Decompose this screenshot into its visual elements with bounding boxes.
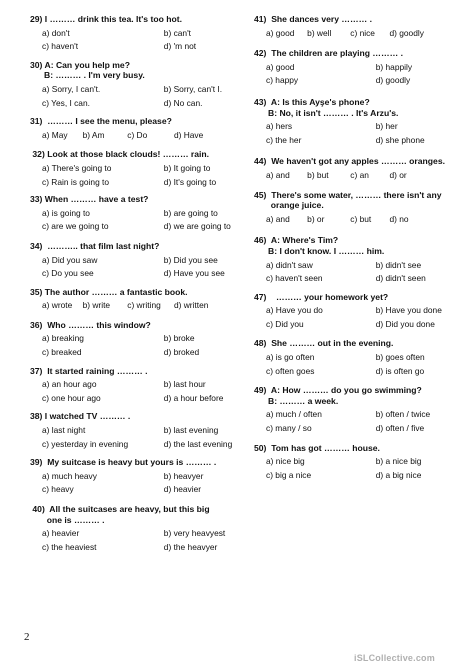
answer-option: d) heavier bbox=[163, 484, 202, 495]
options-row bbox=[30, 484, 245, 495]
answer-option: a) and bbox=[266, 169, 290, 180]
answer-option: d) no bbox=[389, 213, 409, 224]
answer-option: d) goodly bbox=[375, 75, 411, 86]
answer-option: c) are we going to bbox=[42, 221, 109, 232]
answer-option: d) we are going to bbox=[163, 221, 231, 232]
question-stem: 39) My suitcase is heavy but yours is ……… . bbox=[30, 457, 217, 468]
options-row bbox=[254, 273, 462, 284]
options-row bbox=[30, 425, 245, 436]
question-stem: 46) A: Where's Tim? bbox=[254, 235, 339, 246]
options-row bbox=[30, 471, 245, 482]
answer-option: b) broke bbox=[163, 333, 195, 344]
answer-option: d) 'm not bbox=[163, 41, 197, 52]
question-q46 bbox=[254, 235, 462, 283]
answer-option: c) Yes, I can. bbox=[42, 97, 90, 108]
question-stem: 30) A: Can you help me? bbox=[30, 59, 130, 70]
options-row bbox=[30, 393, 245, 404]
question-stem: 40) All the suitcases are heavy, but this big one is ……… . bbox=[32, 504, 210, 525]
question-stem: 42) The children are playing ……… . bbox=[254, 48, 403, 59]
answer-option: d) often / five bbox=[375, 423, 425, 434]
options-row bbox=[30, 163, 245, 174]
question-q41 bbox=[254, 14, 462, 38]
question-stem: 31) ……… I see the menu, please? bbox=[30, 116, 172, 127]
question-stem-line-2: B: ……… . I'm very busy. bbox=[44, 70, 145, 81]
answer-option: c) Did you bbox=[266, 318, 304, 329]
question-stem: 37) It started raining ……… . bbox=[30, 365, 148, 376]
options-row bbox=[254, 305, 462, 316]
options-row bbox=[254, 62, 462, 73]
question-stem: 41) She dances very ……… . bbox=[254, 14, 372, 24]
answer-option: c) haven't seen bbox=[266, 273, 323, 284]
answer-option: a) and bbox=[266, 213, 290, 224]
answer-option: c) Do you see bbox=[42, 268, 94, 279]
answer-option: c) yesterday in evening bbox=[42, 438, 129, 449]
question-q40 bbox=[30, 504, 245, 552]
options-row bbox=[30, 528, 245, 539]
answer-option: c) many / so bbox=[266, 423, 312, 434]
options-row bbox=[254, 366, 462, 377]
answer-option: d) Did you done bbox=[375, 318, 435, 329]
answer-option: a) is go often bbox=[266, 352, 315, 363]
answer-option: c) big a nice bbox=[266, 469, 312, 480]
options-row bbox=[30, 41, 245, 52]
question-stem: 49) A: How ……… do you go swimming? bbox=[254, 385, 422, 396]
answer-option: d) a big nice bbox=[375, 469, 422, 480]
question-q33 bbox=[30, 194, 245, 232]
options-row bbox=[254, 260, 462, 271]
answer-option: d) or bbox=[389, 169, 407, 180]
question-stem: 45) There's some water, ……… there isn't any orange juice. bbox=[254, 189, 442, 211]
answer-option: a) heavier bbox=[42, 528, 80, 539]
answer-option: c) heavy bbox=[42, 484, 74, 495]
answer-option: d) is often go bbox=[375, 365, 425, 376]
question-q37 bbox=[30, 366, 245, 404]
right-question-column bbox=[254, 14, 462, 480]
answer-option: d) goodly bbox=[389, 27, 424, 38]
options-row bbox=[254, 319, 462, 330]
answer-option: d) the last evening bbox=[163, 438, 233, 449]
question-stem: 32) Look at those black clouds! ……… rain. bbox=[30, 149, 210, 160]
options-row bbox=[30, 221, 245, 232]
answer-option: d) No can. bbox=[163, 97, 203, 108]
options-row bbox=[30, 379, 245, 390]
question-q29 bbox=[30, 14, 245, 52]
question-q32 bbox=[30, 149, 245, 187]
answer-option: d) written bbox=[173, 300, 209, 311]
answer-option: c) nice bbox=[350, 27, 375, 38]
question-q47 bbox=[254, 292, 462, 330]
question-q43 bbox=[254, 97, 462, 145]
answer-option: d) didn't seen bbox=[375, 273, 426, 284]
question-stem: 47) ……… your homework yet? bbox=[254, 291, 389, 302]
answer-option: b) didn't see bbox=[375, 259, 422, 270]
answer-option: b) heavyer bbox=[163, 470, 204, 481]
answer-option: b) can't bbox=[163, 27, 191, 38]
options-row bbox=[254, 456, 462, 467]
answer-option: c) the her bbox=[266, 134, 302, 145]
answer-option: a) May bbox=[42, 129, 68, 140]
answer-option: d) a hour before bbox=[163, 392, 224, 403]
options-row bbox=[254, 423, 462, 434]
options-row bbox=[254, 470, 462, 481]
answer-option: b) very heavyest bbox=[163, 528, 226, 539]
answer-option: b) Sorry, can't I. bbox=[163, 83, 223, 94]
answer-option: b) write bbox=[82, 300, 111, 311]
options-row bbox=[254, 214, 462, 225]
answer-option: c) often goes bbox=[266, 365, 315, 376]
answer-option: d) she phone bbox=[375, 134, 425, 145]
answer-option: a) Did you saw bbox=[42, 254, 98, 265]
answer-option: a) didn't saw bbox=[266, 259, 313, 270]
left-question-column bbox=[30, 14, 245, 552]
answer-option: b) Did you see bbox=[163, 254, 218, 265]
options-row bbox=[254, 409, 462, 420]
options-row bbox=[30, 130, 245, 141]
question-stem: 48) She ……… out in the evening. bbox=[254, 338, 394, 349]
question-stem-line-2: B: No, it isn't ……… . It's Arzu's. bbox=[268, 107, 399, 118]
answer-option: b) her bbox=[375, 121, 398, 132]
question-stem: 35) The author ……… a fantastic book. bbox=[30, 286, 188, 297]
answer-option: b) well bbox=[307, 27, 332, 38]
options-row bbox=[30, 255, 245, 266]
options-row bbox=[254, 28, 462, 39]
question-stem: 34) ……….. that film last night? bbox=[30, 240, 160, 251]
answer-option: a) Sorry, I can't. bbox=[42, 83, 101, 94]
answer-option: c) but bbox=[350, 213, 372, 224]
options-row bbox=[30, 177, 245, 188]
answer-option: a) an hour ago bbox=[42, 379, 97, 390]
question-stem: 44) We haven't got any apples ……… oranges. bbox=[254, 156, 445, 167]
question-stem: 33) When ……… have a test? bbox=[30, 194, 149, 205]
answer-option: d) broked bbox=[163, 347, 200, 358]
question-stem-line-2: B: ……… a week. bbox=[268, 395, 339, 406]
answer-option: b) are going to bbox=[163, 207, 218, 218]
answer-option: c) breaked bbox=[42, 347, 82, 358]
question-q50 bbox=[254, 443, 462, 481]
question-q36 bbox=[30, 320, 245, 358]
question-q42 bbox=[254, 48, 462, 86]
question-q34 bbox=[30, 241, 245, 279]
answer-option: b) Am bbox=[82, 129, 105, 140]
answer-option: a) is going to bbox=[42, 207, 90, 218]
answer-option: a) wrote bbox=[42, 300, 73, 311]
answer-option: a) good bbox=[266, 61, 295, 72]
answer-option: c) one hour ago bbox=[42, 392, 101, 403]
options-row bbox=[30, 268, 245, 279]
question-q38 bbox=[30, 411, 245, 449]
options-row bbox=[30, 347, 245, 358]
answer-option: b) last evening bbox=[163, 425, 219, 436]
answer-option: a) much / often bbox=[266, 409, 322, 420]
question-q30 bbox=[30, 60, 245, 108]
answer-option: a) good bbox=[266, 27, 295, 38]
answer-option: d) Have you see bbox=[163, 268, 225, 279]
answer-option: b) goes often bbox=[375, 352, 425, 363]
question-q49 bbox=[254, 385, 462, 433]
answer-option: c) haven't bbox=[42, 41, 79, 52]
answer-option: a) breaking bbox=[42, 333, 84, 344]
options-row bbox=[254, 352, 462, 363]
answer-option: a) last night bbox=[42, 425, 86, 436]
options-row bbox=[30, 208, 245, 219]
question-stem: 43) A: Is this Ayşe's phone? bbox=[254, 96, 370, 107]
answer-option: b) last hour bbox=[163, 379, 206, 390]
answer-option: b) or bbox=[307, 213, 325, 224]
answer-option: c) happy bbox=[266, 75, 299, 86]
answer-option: d) the heavyer bbox=[163, 541, 218, 552]
answer-option: d) It's going to bbox=[163, 176, 217, 187]
options-row bbox=[30, 28, 245, 39]
answer-option: c) writing bbox=[127, 300, 161, 311]
options-row bbox=[30, 84, 245, 95]
options-row bbox=[30, 333, 245, 344]
options-row bbox=[254, 135, 462, 146]
answer-option: c) Rain is going to bbox=[42, 176, 110, 187]
answer-option: a) don't bbox=[42, 27, 70, 38]
answer-option: a) much heavy bbox=[42, 470, 97, 481]
answer-option: b) Have you done bbox=[375, 305, 442, 316]
answer-option: c) Do bbox=[127, 129, 148, 140]
answer-option: c) the heaviest bbox=[42, 541, 97, 552]
question-stem-line-2: B: I don't know. I ……… him. bbox=[268, 245, 385, 256]
question-q39 bbox=[30, 457, 245, 495]
question-q31 bbox=[30, 116, 245, 140]
options-row bbox=[254, 121, 462, 132]
answer-option: b) a nice big bbox=[375, 456, 422, 467]
options-row bbox=[30, 542, 245, 553]
answer-option: c) an bbox=[350, 169, 369, 180]
answer-option: d) Have bbox=[173, 129, 204, 140]
answer-option: a) Have you do bbox=[266, 305, 323, 316]
options-row bbox=[254, 75, 462, 86]
question-q48 bbox=[254, 338, 462, 376]
answer-option: b) It going to bbox=[163, 162, 211, 173]
question-q35 bbox=[30, 287, 245, 311]
question-stem: 29) I ……… drink this tea. It's too hot. bbox=[30, 14, 182, 24]
question-q45 bbox=[254, 190, 462, 225]
options-row bbox=[30, 300, 245, 311]
answer-option: b) but bbox=[307, 169, 329, 180]
question-stem: 38) I watched TV ……… . bbox=[30, 411, 131, 422]
watermark-text: iSLCollective.com bbox=[354, 653, 435, 663]
options-row bbox=[254, 170, 462, 181]
question-q44 bbox=[254, 156, 462, 180]
question-stem: 36) Who ……… this window? bbox=[30, 319, 151, 330]
question-stem: 50) Tom has got ……… house. bbox=[254, 442, 380, 453]
answer-option: b) often / twice bbox=[375, 409, 431, 420]
answer-option: a) nice big bbox=[266, 456, 305, 467]
page-number: 2 bbox=[24, 631, 30, 643]
answer-option: b) happily bbox=[375, 61, 413, 72]
answer-option: a) There's going to bbox=[42, 162, 112, 173]
options-row bbox=[30, 98, 245, 109]
options-row bbox=[30, 439, 245, 450]
answer-option: a) hers bbox=[266, 121, 293, 132]
